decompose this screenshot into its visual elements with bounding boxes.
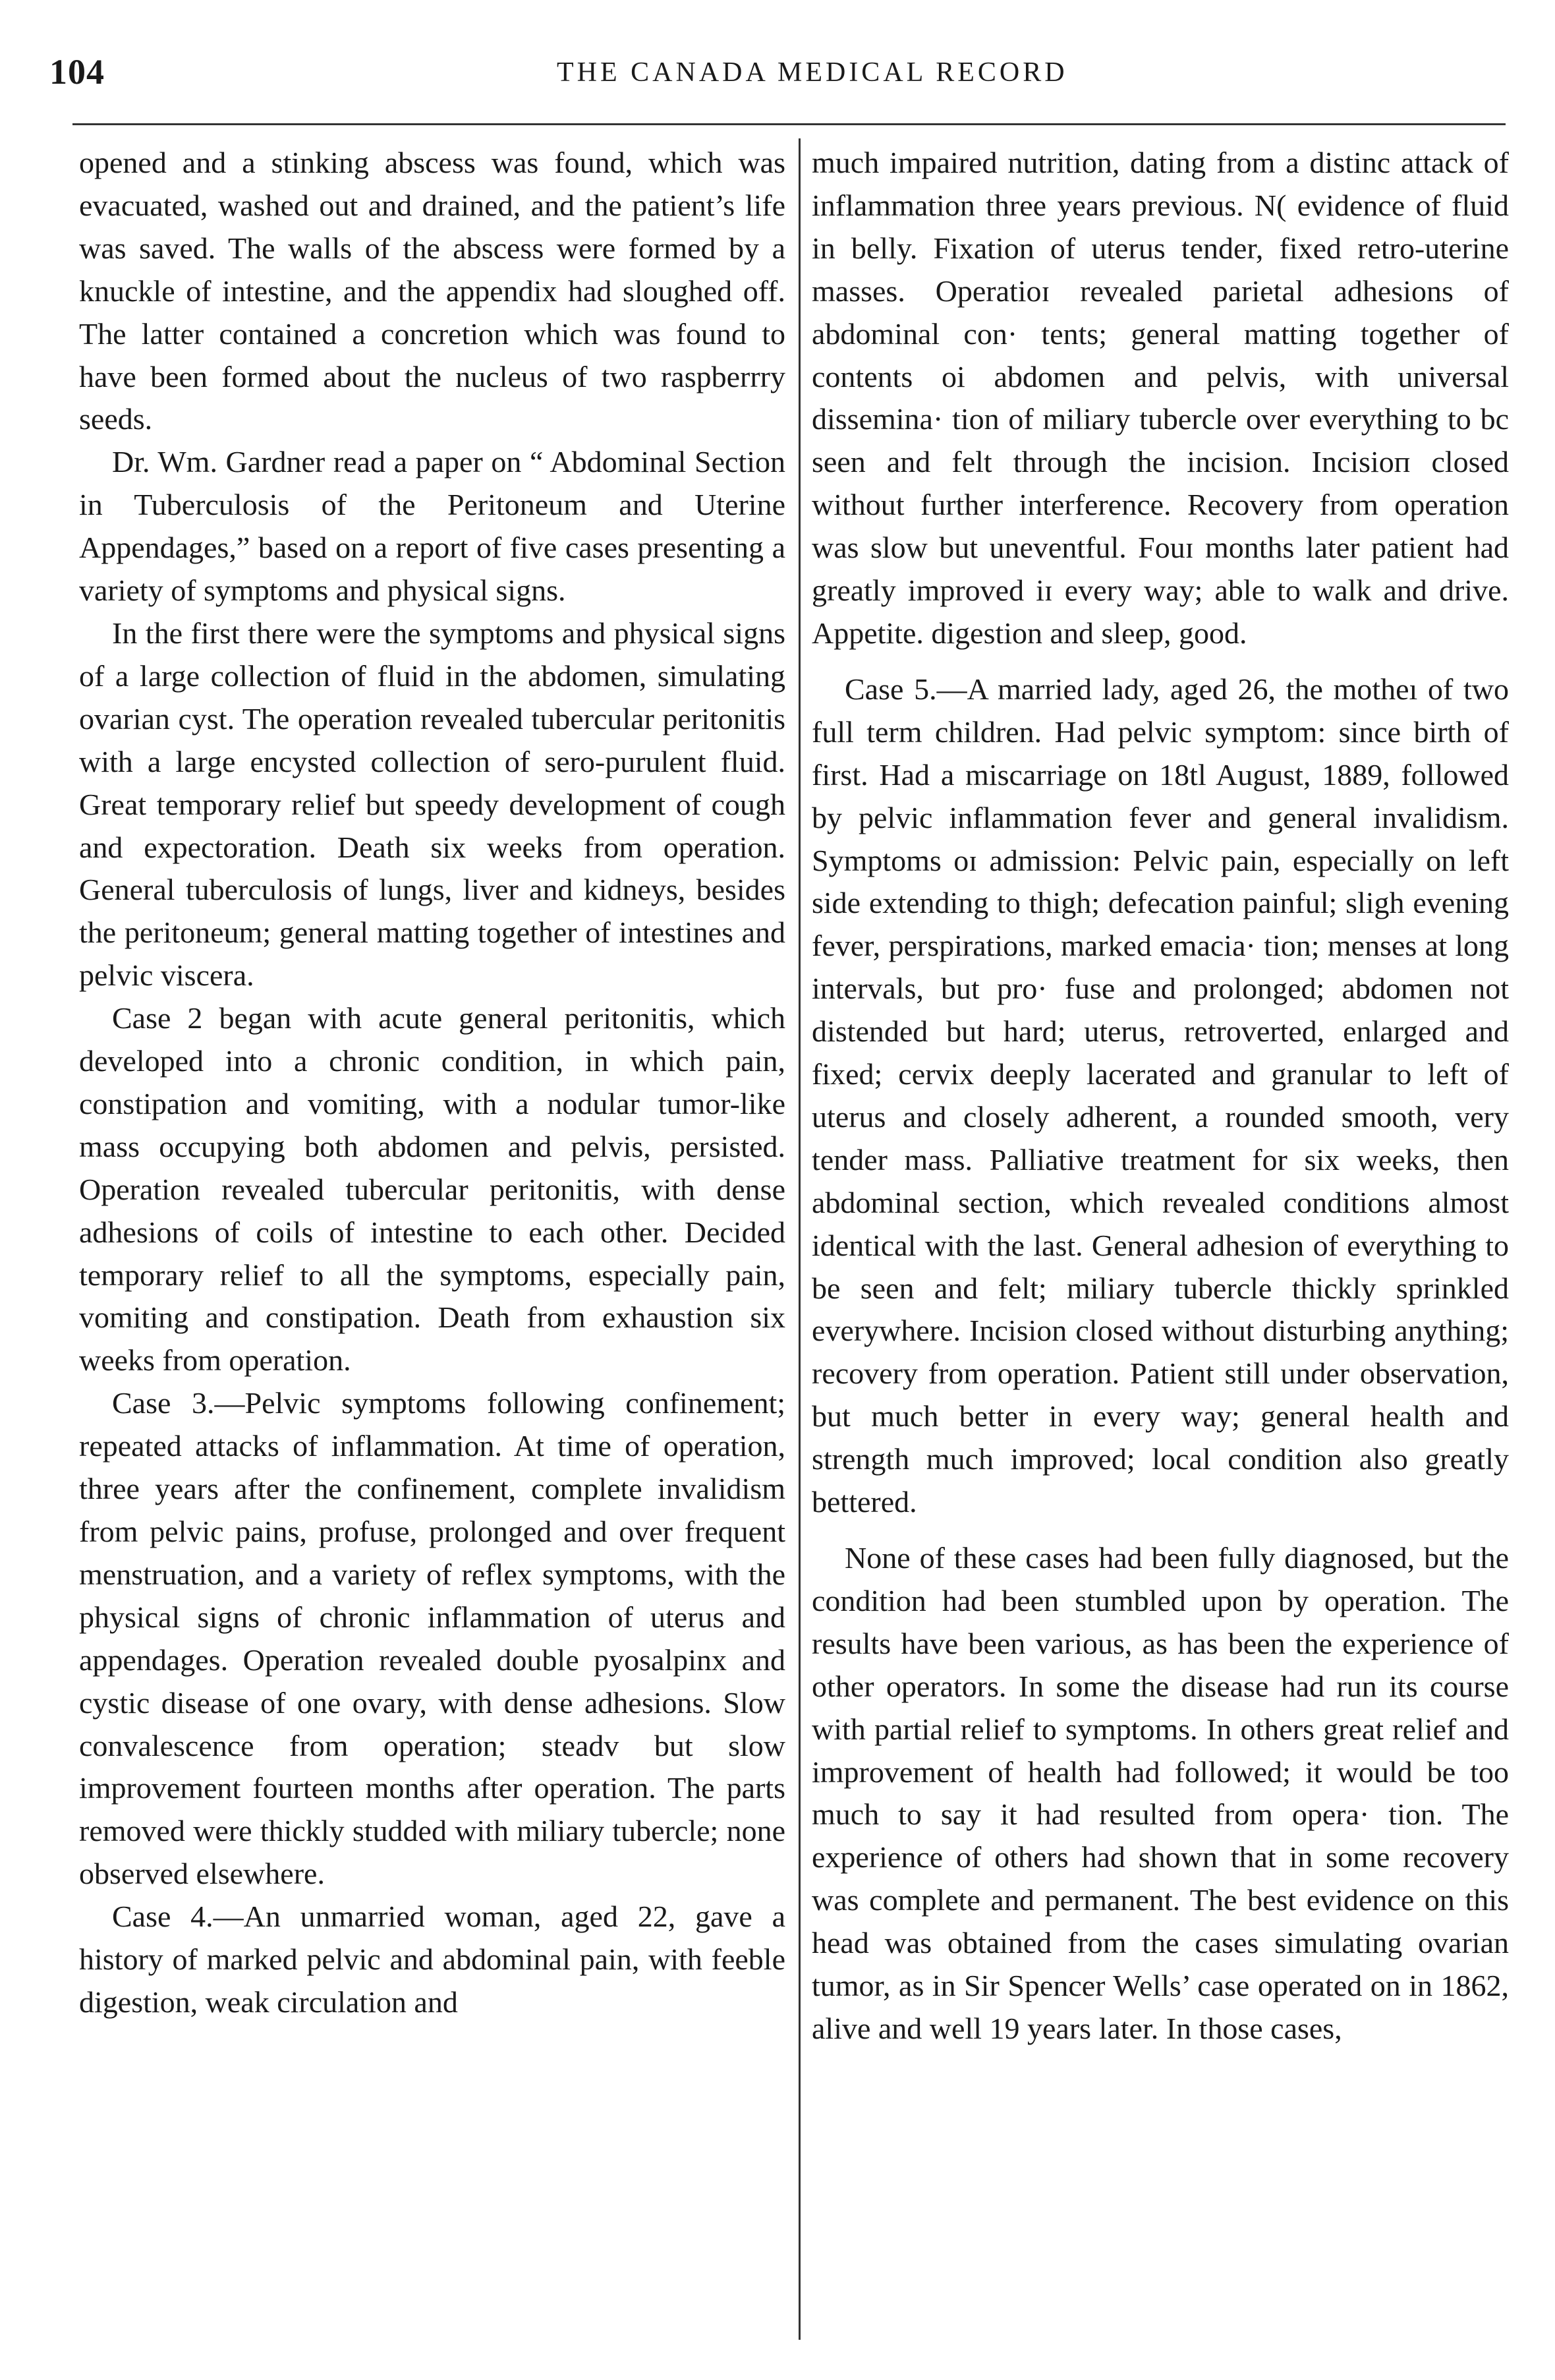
column-divider xyxy=(799,138,801,2340)
running-title: THE CANADA MEDICAL RECORD xyxy=(557,57,1068,88)
paragraph: In the first there were the symptoms and physical signs of a large collection of fluid in the abdomen, simulating ovarian cyst. The operation revealed tubercular peritonitis with a large encysted collection of sero-purulent fluid. Great temporary relief but speedy development of cough and expectoration. Death six weeks from operation. General tuberculosis of lungs, liver and kidneys, besides the peritoneum; general matting together of intestines and pelvic viscera. xyxy=(79,616,785,993)
page-header xyxy=(49,51,1509,104)
header-rule xyxy=(72,123,1506,125)
paragraph: None of these cases had been fully diagnosed, but the condition had been stumbled upon by operation. The results have been various, as has been the experience of other operators. In some the disease had run its course with partial relief to symptoms. In others great relief and improvement of health had followed; it would be too much to say it had resulted from opera· tion. The experience of others had shown that in some recovery was complete and permanent. The best evidence on this head was obtained from the cases simulating ovarian tumor, as in Sir Spencer Wells’ case operated on in 1862, alive and well 19 years later. In those cases, xyxy=(812,1541,1509,2045)
page-number: 104 xyxy=(49,52,105,92)
paragraph: Case 3.—Pelvic symptoms following confinement; repeated attacks of inflammation. At time of operation, three years after the confinement, complete invalidism from pelvic pains, profuse, prolonged and over frequent menstruation, and a variety of reflex symptoms, with the physical signs of chronic inflammation of uterus and appendages. Operation revealed double pyosalpinx and cystic disease of one ovary, with dense adhesions. Slow convalescence from operation; steadv but slow improvement fourteen months after operation. The parts removed were thickly studded with miliary tubercle; none observed elsewhere. xyxy=(79,1386,785,1891)
right-column xyxy=(812,142,1509,2363)
paragraph: Dr. Wm. Gardner read a paper on “ Abdominal Section in Tuberculosis of the Peritoneum and Uterine Appendages,” based on a report of five cases presenting a variety of symptoms and physical signs. xyxy=(79,445,785,608)
paragraph: Case 5.—A married lady, aged 26, the motheı of two full term children. Had pelvic symptom: since birth of first. Had a miscarriage on 18tl August, 1889, followed by pelvic inflammation fever and general invalidism. Symptoms oɪ admission: Pelvic pain, especially on left side extending to thigh; defecation painful; sligh evening fever, perspirations, marked emacia· tion; menses at long intervals, but pro· fuse and prolonged; abdomen not distended but hard; uterus, retroverted, enlarged and fixed; cervix deeply lacerated and granular to left of uterus and closely adherent, a rounded smooth, very tender mass. Palliative treatment for six weeks, then abdominal section, which revealed conditions almost identical with the last. General adhesion of everything to be seen and felt; miliary tubercle thickly sprinkled everywhere. Incision closed without disturbing anything; recovery from operation. Patient still under observation, but much better in every way; general health and strength much improved; local condition also greatly bettered. xyxy=(812,672,1509,1519)
paragraph: opened and a stinking abscess was found, which was evacuated, washed out and drained, and the patient’s life was saved. The walls of the abscess were formed by a knuckle of intestine, and the appendix had sloughed off. The latter contained a concretion which was found to have been formed about the nucleus of two raspberrry seeds. xyxy=(79,146,785,436)
paragraph: Case 4.—An unmarried woman, aged 22, gave a history of marked pelvic and abdominal pain, with feeble digestion, weak circulation and xyxy=(79,1900,785,2019)
paragraph: Case 2 began with acute general peritonitis, which developed into a chronic condition, in which pain, constipation and vomiting, with a nodular tumor-like mass occupying both abdomen and pelvis, persisted. Operation revealed tubercular peritonitis, with dense adhesions of coils of intestine to each other. Decided temporary relief to all the symptoms, especially pain, vomiting and constipation. Death from exhaustion six weeks from operation. xyxy=(79,1001,785,1378)
left-column xyxy=(79,142,785,2363)
paragraph: much impaired nutrition, dating from a distinc attack of inflammation three years previous. N( evidence of fluid in belly. Fixation of uterus tender, fixed retro-uterine masses. Operatioɪ revealed parietal adhesions of abdominal con· tents; general matting together of contents oi abdomen and pelvis, with universal dissemina· tion of miliary tubercle over everything to bc seen and felt through the incision. Incisioп closed without further interference. Recovery from operation was slow but uneventful. Fouɪ months later patient had greatly improved iɪ every way; able to walk and drive. Appetite. digestion and sleep, good. xyxy=(812,146,1509,650)
